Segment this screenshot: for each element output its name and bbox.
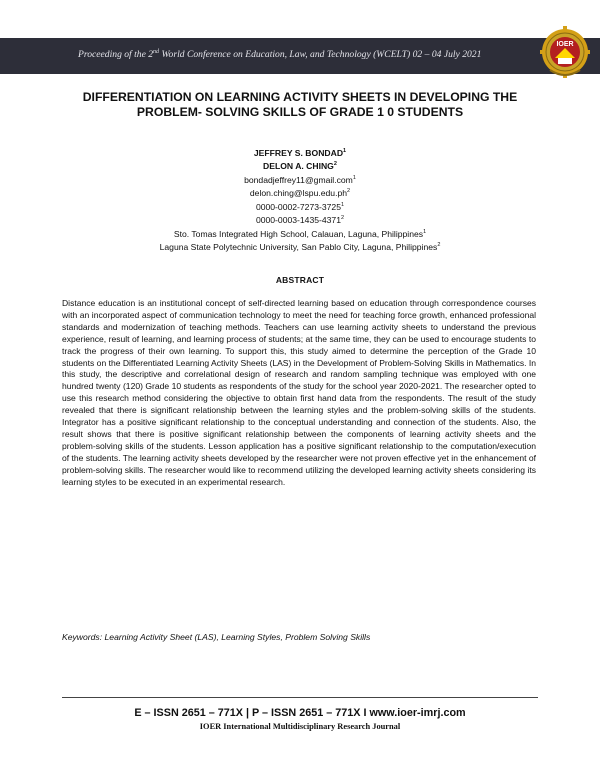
keywords: Keywords: Learning Activity Sheet (LAS), Learning Styles, Problem Solving Skills [62, 632, 371, 642]
logo-text: IOER [556, 41, 574, 48]
conference-header-bar [0, 38, 600, 74]
affiliation-2: Laguna State Polytechnic University, San Pablo City, Laguna, Philippines$^2$ [159, 242, 441, 253]
abstract-body: Distance education is an institutional concept of self-directed learning based on education through correspondence courses with an incorporated aspect of communication technology to meet the need for teaching force growth, enhanced professional standards and modernization of teaching methods. Teachers can use learning activity sheets to understand the previous experience, result of learning, and learning process of students; at the same time, they can be used to encourage students to track the progress of their own learning. To support this, this study aimed to determine the perception of the Grade 10 students on the Differentiated Learning Activity Sheets (LAS) in the Development of Problem-Solving Skills in Mathematics. In this study, the descriptive and correlational design of research and random sampling technique was employed with one hundred twenty (120) Grade 10 students as respondents of the study for the school year 2020-2021. The researcher opted to use this research method considering the objective to obtain first hand data from the respondents. The result of the study revealed that there is significant relationship between the learning styles and the problem-solving skills of the students. Integrator has a positive significant relationship to the conceptual understanding and connection of the students. Also, the result shows that there is positive significant relationship between the components of learning activity sheets and the problem-solving skills of the students. Lesson application has a positive significant relationship to the computation/execution of the students. The learning activity sheets developed by the researcher were not proven effective yet in the enhancement of problem-solving skills. The researcher would like to recommend utilizing the developed learning activity sheets considering its learning styles to be executed in an experimental research. [62, 298, 536, 487]
ioer-logo-icon [540, 26, 590, 82]
orcid-1: 0000-0002-7273-3725$^1$ [255, 201, 345, 212]
author-2: DELON A. CHING$^2$ [263, 161, 337, 172]
email-1[interactable]: bondadjeffrey11@gmail.com$^1$ [244, 174, 356, 185]
title-line-2: PROBLEM- SOLVING SKILLS OF GRADE 1 0 STUDENTS [136, 104, 464, 119]
affiliation-1: Sto. Tomas Integrated High School, Calauan, Laguna, Philippines$^1$ [173, 228, 427, 239]
abstract-heading: ABSTRACT [275, 275, 325, 285]
paper-title [60, 90, 540, 119]
author-block [100, 146, 500, 254]
title-line-1: DIFFERENTIATION ON LEARNING ACTIVITY SHEETS IN DEVELOPING THE [82, 90, 518, 104]
author-1: JEFFREY S. BONDAD$^1$ [253, 147, 347, 158]
footer-divider [62, 697, 538, 698]
issn-line: E – ISSN 2651 – 771X | P – ISSN 2651 – 771X I www.ioer-imrj.com [134, 707, 466, 719]
journal-name: IOER International Multidisciplinary Research Journal [199, 722, 401, 731]
email-2[interactable]: $delon.ching@lspu.edu.ph^2$ [249, 188, 351, 199]
conference-title: Proceeding of the 2nd World Conference on Education, Law, and Technology (WCELT) 02 – 04 July 2021 [78, 49, 482, 61]
orcid-2: 0000-0003-1435-4371$^2$ [255, 215, 345, 226]
